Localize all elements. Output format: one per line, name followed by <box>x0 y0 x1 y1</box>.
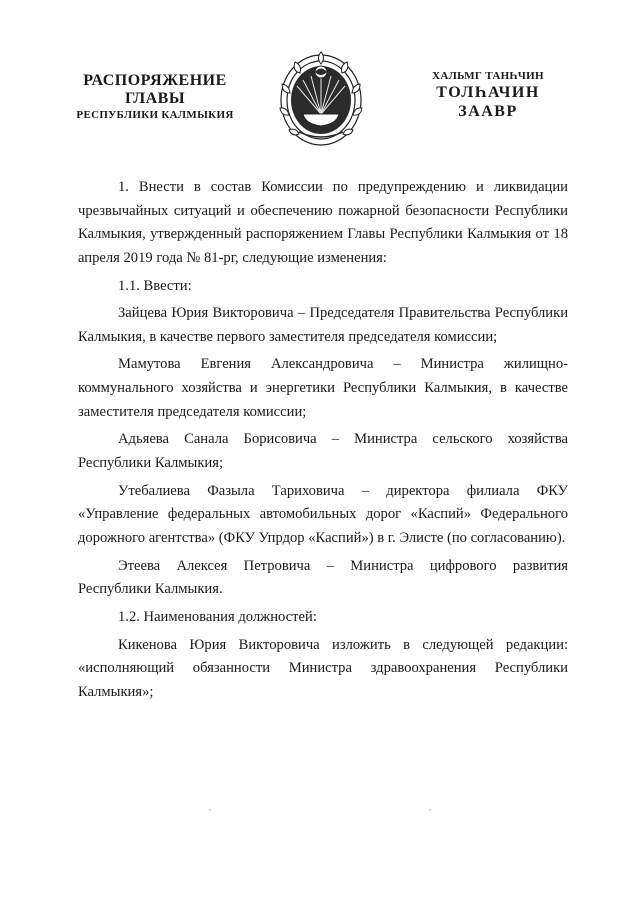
paragraph-eteev: Этеева Алексея Петровича – Министра цифрового развития Республики Калмыкия. <box>78 557 568 598</box>
issuer-title: ГЛАВЫ <box>124 90 186 108</box>
paragraph-item-1-1: 1.1. Ввести: <box>118 277 192 294</box>
document-type-title: РАСПОРЯЖЕНИЕ <box>83 72 227 89</box>
document-type-title-kalmyk: ЗААВР <box>458 103 518 121</box>
scan-artifact-dots <box>0 808 640 812</box>
issuer-region-kalmyk: ХАЛЬМГ ТАНҺЧИН <box>432 70 544 82</box>
issuer-region: РЕСПУБЛИКИ КАЛМЫКИЯ <box>76 108 234 121</box>
paragraph-zaitsev: Зайцева Юрия Викторовича – Председателя Правительства Республики Калмыкия, в качестве первого заместителя председателя комиссии; <box>78 305 568 345</box>
document-body <box>78 176 568 708</box>
kalmykia-coat-of-arms-icon <box>275 48 367 148</box>
issuer-title-kalmyk: ТОЛҺАЧИН <box>436 84 540 102</box>
document-header-right <box>408 70 568 122</box>
paragraph-adyaev: Адьяева Санала Борисовича – Министра сельского хозяйства Республики Калмыкия; <box>78 431 568 472</box>
paragraph-utebaliev: Утебалиева Фазыла Тариховича – директора филиала ФКУ «Управление федеральных автомобильных дорог «Каспий» Федерального дорожного агентства» (ФКУ Упрдор «Каспий») в г. Элисте (по согласованию). <box>78 482 568 546</box>
document-header-left <box>60 72 250 121</box>
paragraph-item-1: 1. Внести в состав Комиссии по предупреждению и ликвидации чрезвычайных ситуаций и обеспечению пожарной безопасности Республики Калмыкия, утвержденный распоряжением Главы Республики Калмыкия от 18 апреля 2019 года № 81-рг, следующие изменения: <box>78 179 568 266</box>
paragraph-kikenov: Кикенова Юрия Викторовича изложить в следующей редакции: «исполняющий обязанности Министра здравоохранения Республики Калмыкия»; <box>78 636 568 700</box>
paragraph-item-1-2: 1.2. Наименования должностей: <box>118 608 317 625</box>
paragraph-mamutov: Мамутова Евгения Александровича – Министра жилищно-коммунального хозяйства и энергетики Республики Калмыкия, в качестве заместителя председателя комиссии; <box>78 356 568 420</box>
